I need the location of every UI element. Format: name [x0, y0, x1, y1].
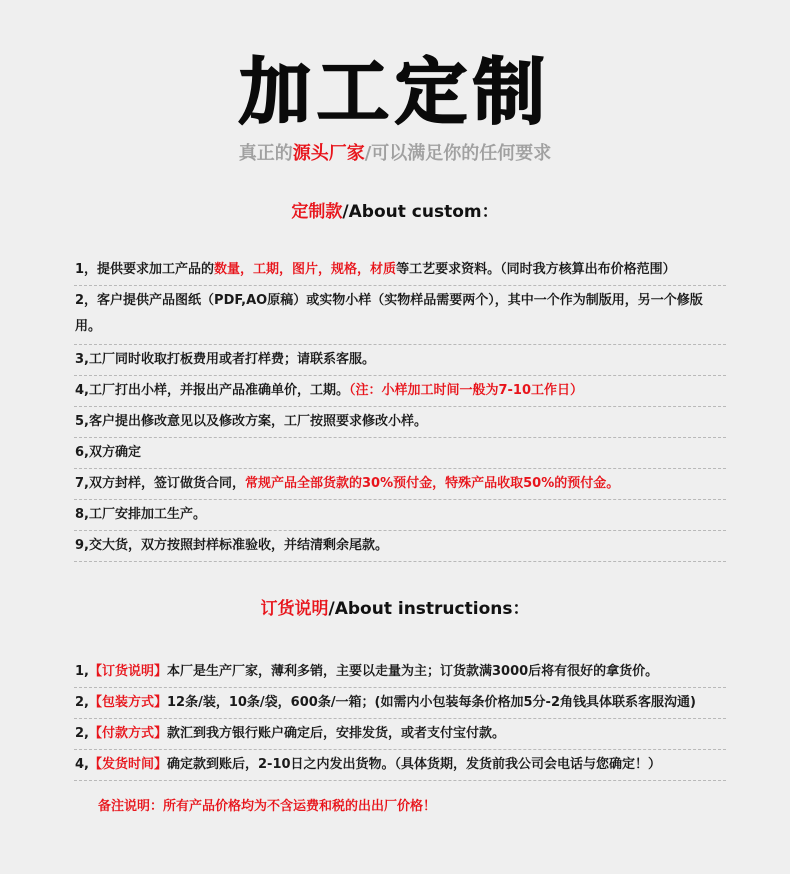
step-text: 4,工厂打出小样，并报出产品准确单价，工期。 — [75, 383, 349, 398]
order-heading-en: /About instructions： — [328, 599, 530, 619]
item-text: 款汇到我方银行账户确定后，安排发货，或者支付宝付款。 — [167, 726, 506, 741]
order-section-heading — [0, 597, 790, 621]
order-info-list — [74, 657, 726, 781]
step-text: 2，客户提供产品图纸（PDF,AO原稿）或实物小样（实物样品需要两个），其中一个作为制版用，另一个修版用。 — [75, 293, 703, 334]
step-text: 1，提供要求加工产品的 — [75, 262, 215, 277]
list-item — [74, 500, 726, 531]
list-item — [74, 750, 726, 781]
page-title: 加工定制 — [238, 50, 551, 134]
list-item — [74, 286, 726, 345]
footer-note: 备注说明：所有产品价格均为不含运费和税的出出厂价格！ — [98, 799, 437, 814]
list-item — [74, 345, 726, 376]
item-tag: 【订货说明】 — [88, 664, 167, 679]
list-item — [74, 719, 726, 750]
custom-section-heading — [0, 200, 790, 224]
list-item — [74, 438, 726, 469]
step-text: 5,客户提出修改意见以及修改方案，工厂按照要求修改小样。 — [75, 414, 427, 429]
item-tag: 【发货时间】 — [88, 757, 167, 772]
step-text: 3,工厂同时收取打板费用或者打样费；请联系客服。 — [75, 352, 375, 367]
list-item — [74, 255, 726, 286]
subtitle-suffix: /可以满足你的任何要求 — [364, 143, 552, 164]
step-highlight: 常规产品全部货款的30%预付金，特殊产品收取50%的预付金。 — [244, 476, 620, 491]
custom-steps-list — [74, 255, 726, 562]
step-text: 9,交大货，双方按照封样标准验收，并结清剩余尾款。 — [75, 538, 388, 553]
step-highlight: 数量，工期，图片，规格，材质 — [214, 262, 397, 277]
list-item — [74, 469, 726, 500]
list-item — [74, 657, 726, 688]
item-number: 2, — [75, 726, 89, 741]
step-text: 7,双方封样，签订做货合同， — [75, 476, 245, 491]
list-item — [74, 531, 726, 562]
custom-heading-cn: 定制款 — [291, 202, 343, 222]
list-item — [74, 688, 726, 719]
item-tag: 【包装方式】 — [88, 695, 167, 710]
subtitle-highlight: 源头厂家 — [292, 143, 365, 164]
item-number: 4, — [75, 757, 89, 772]
subtitle — [0, 142, 790, 166]
list-item — [74, 376, 726, 407]
list-item — [74, 407, 726, 438]
subtitle-prefix: 真正的 — [238, 143, 293, 164]
custom-heading-en: /About custom： — [342, 202, 499, 222]
step-text: 8,工厂安排加工生产。 — [75, 507, 206, 522]
step-text: 6,双方确定 — [75, 445, 141, 460]
item-text: 确定款到账后，2-10日之内发出货物。（具体货期，发货前我公司会电话与您确定！） — [167, 757, 662, 772]
item-text: 12条/装，10条/袋，600条/一箱；(如需内小包装每条价格加5分-2角钱具体联系客服沟通) — [167, 695, 696, 710]
step-tail: 等工艺要求资料。（同时我方核算出布价格范围） — [396, 262, 676, 277]
item-number: 2, — [75, 695, 89, 710]
item-number: 1, — [75, 664, 89, 679]
step-highlight: （注：小样加工时间一般为7-10工作日） — [348, 383, 584, 398]
order-heading-cn: 订货说明 — [260, 599, 329, 619]
item-text: 本厂是生产厂家，薄利多销，主要以走量为主；订货款满3000后将有很好的拿货价。 — [167, 664, 659, 679]
item-tag: 【付款方式】 — [88, 726, 167, 741]
